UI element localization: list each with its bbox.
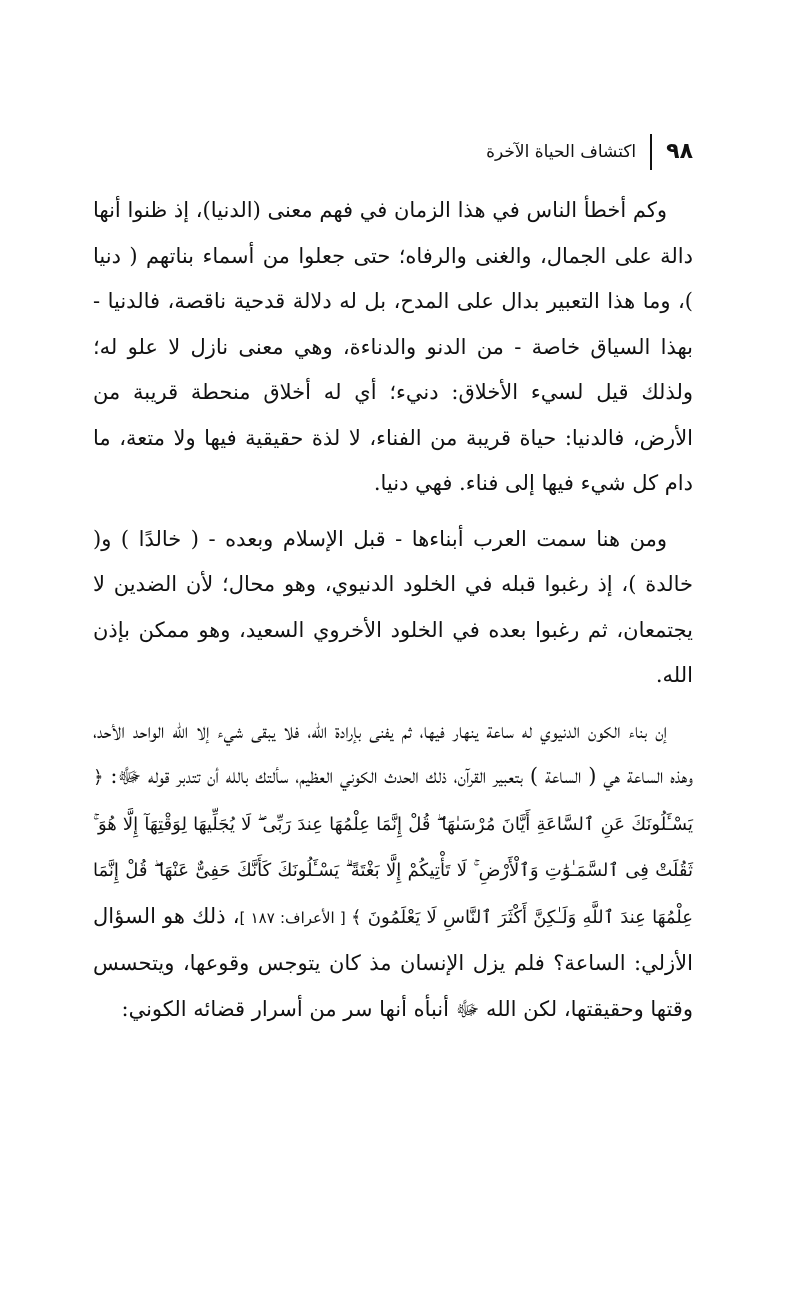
paragraph-1: وكم أخطأ الناس في هذا الزمان في فهم معنى (الدنيا)، إذ ظنوا أنها دالة على الجمال، والغنى والرفاه؛ حتى جعلوا من أسماء بناتهم ( دنيا )، وما هذا التعبير بدال على المدح، بل له دلالة قدحية ناقصة، فالدنيا - بهذا السياق خاصة - من الدنو والدناءة، وهي معنى نازل لا علو له؛ ولذلك قيل لسيء الأخلاق: دنيء؛ أي له أخلاق منحطة قريبة من الأرض، فالدنيا: حياة قريبة من الفناء، لا لذة حقيقية فيها ولا متعة، ما دام كل شيء فيها إلى فناء. فهي دنيا. [93, 198, 693, 495]
paragraph-3-outro: ، ذلك هو السؤال الأزلي: الساعة؟ فلم يزل الإنسان مذ كان يتوجس وقوعها، ويتحسس وقتها وحقيقتها، لكن الله ﷻ أنبأه أنها سر من أسرار قضائه الكوني: [93, 903, 693, 1021]
paragraph-2: ومن هنا سمت العرب أبناءها - قبل الإسلام وبعده - ( خالدًا ) و( خالدة )، إذ رغبوا قبله في الخلود الدنيوي، وهو محال؛ لأن الضدين لا يجتمعان، ثم رغبوا بعده في الخلود الأخروي السعيد، وهو ممكن بإذن الله. [93, 526, 693, 687]
body-text [93, 188, 693, 1032]
verse-close-bracket: ﴾ [351, 906, 362, 928]
page-number: ٩٨ [666, 139, 693, 164]
quran-verse: يَسْـَٔلُونَكَ عَنِ ٱلسَّاعَةِ أَيَّانَ مُرْسَىٰهَا ۖ قُلْ إِنَّمَا عِلْمُهَا عِندَ رَبِّى ۖ لَا يُجَلِّيهَا لِوَقْتِهَآ إِلَّا هُوَ ۚ ثَقُلَتْ فِى ٱلسَّمَـٰوَٰتِ وَٱلْأَرْضِ ۚ لَا تَأْتِيكُمْ إِلَّا بَغْتَةً ۗ يَسْـَٔلُونَكَ كَأَنَّكَ حَفِىٌّ عَنْهَا ۖ قُلْ إِنَّمَا عِلْمُهَا عِندَ ٱللَّهِ وَلَـٰكِنَّ أَكْثَرَ ٱلنَّاسِ لَا يَعْلَمُونَ [93, 813, 693, 928]
paragraph-3-intro: إن بناء الكون الدنيوي له ساعة ينهار فيها، ثم يفنى بإرادة الله، فلا يبقى شيء إلا الله الواحد الأحد، وهذه الساعة هي ( الساعة ) بتعبير القرآن، ذلك الحدث الكوني العظيم، سألتك بالله أن تتدبر قوله ﷻ: [93, 718, 693, 788]
running-title: اكتشاف الحياة الآخرة [486, 142, 637, 162]
verse-open-bracket: ﴿ [93, 767, 104, 788]
paragraph-3 [93, 709, 693, 1033]
verse-reference: [ الأعراف: ١٨٧ ] [239, 908, 352, 927]
page-header [486, 132, 693, 172]
header-divider [650, 134, 652, 170]
